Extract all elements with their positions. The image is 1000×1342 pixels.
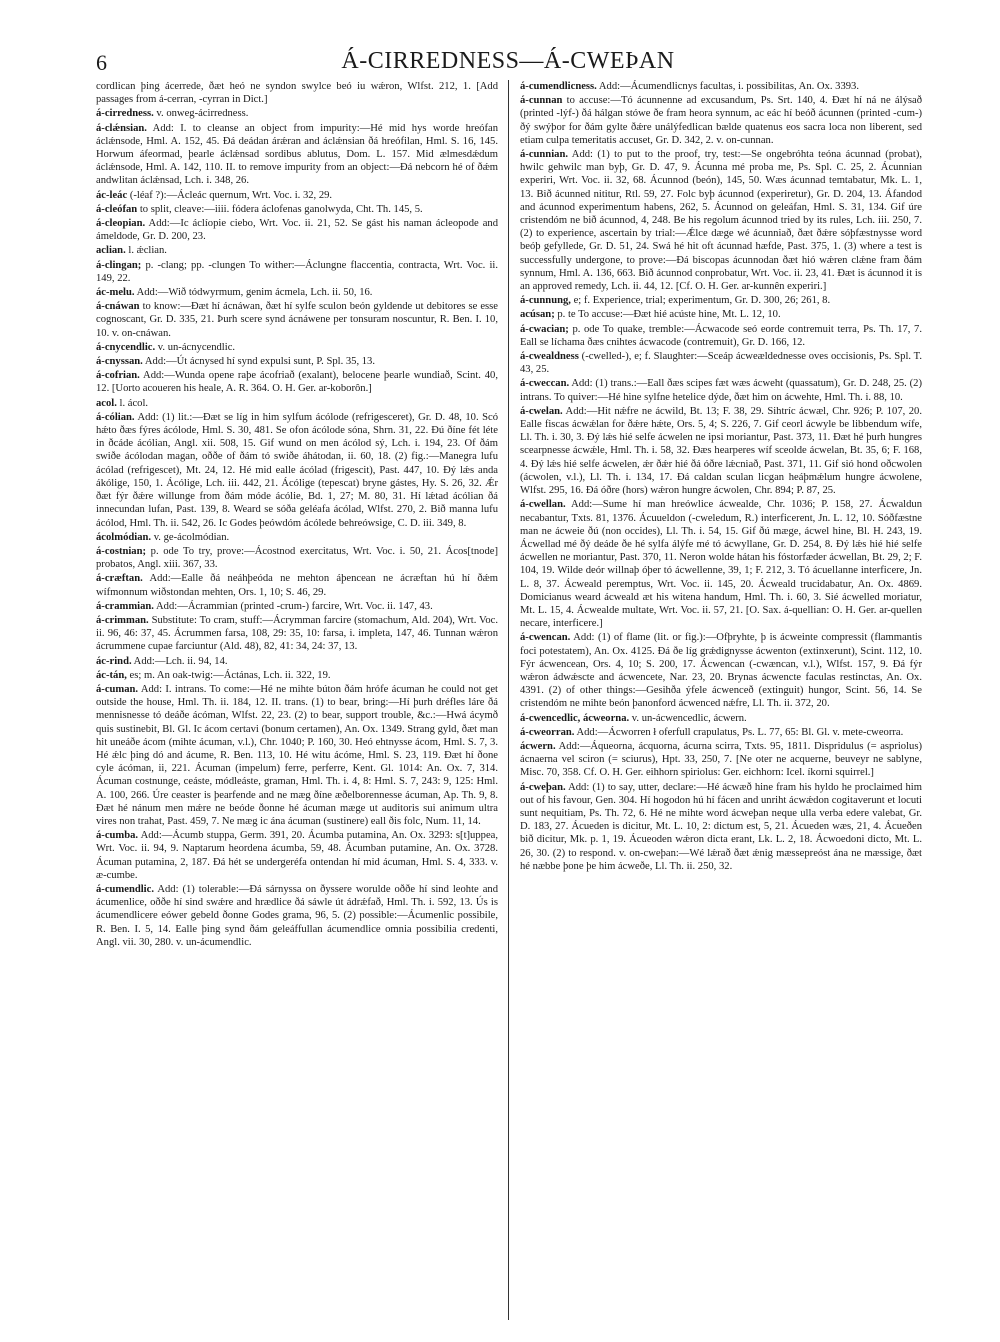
- entry-headword: á-cwealdness: [520, 351, 579, 363]
- entry-text: p. ode To quake, tremble:—Ácwacode seó eorde contremuit terra, Ps. Th. 17, 7. Eall se líchama ðæs cnihtes ácwacode (contremuit), Gr. D. 166, 12.: [520, 323, 922, 348]
- dictionary-entry: [520, 80, 922, 93]
- entry-text: Add:—Áqueorna, ácquorna, ácurna scirra, Txts. 95, 1811. Dispridulus (= aspriolus) ácnaerna vel sciron (= sciurus), Hpt. 33, 250, 7. [Ne oter ne acquerne, beuveyr ne sablyne, Misc. 70, 358. Cf. O. H. Ger. eihhorn spiriolus: Ger. eichhorn: Icel. íkorni squirrel.]: [520, 740, 922, 779]
- entry-text: (-cwelled-), e; f. Slaughter:—Sceáp ácweældednesse oves occisionis, Ps. Spl. T. 43, 25.: [520, 351, 922, 376]
- dictionary-entry: [520, 377, 922, 403]
- entry-text: Add: (1) to say, utter, declare:—Hé ácwæð hine fram his hyldo he proclaimed him out of his favour, Gen. 304. Hí hogodon hú hí fácen and unriht ácwǽdon cogitaverunt et locuti sunt nequitiam, Ps. Th. 72, 6. Hé ne mihte word ácweþan neque ulla verba edere valebat, Gr. D. 183, 27. Ácueden is dicitur, Mt. L. 10, 2: dictum est, 5, 21. Ácueden wæs, 21, 4. Ácueðen bið dicitur, Mk. p. 1, 19. Ácueoden wǽron dicta erant, Lk. L. 2, 18. Ácwoedoni dicto, Mt. L. 26, 30. (2) to respond. v. on-cweþan:—Wé lǽrað ðæt ǽnig mæssepreóst ána ne mæssige, ðæt hé næbbe þone þe him ácweðe, Ll. Th. ii. 250, 32.: [520, 781, 922, 872]
- dictionary-entry: [520, 712, 922, 725]
- entry-text: p. te To accuse:—Ðæt hié acúste hine, Mt. L. 12, 10.: [554, 309, 781, 321]
- entry-text: to split, cleave:—iiii. fódera áclofenas ganolwyda, Cht. Th. 145, 5.: [137, 203, 423, 215]
- dictionary-entry: [96, 397, 498, 410]
- entry-headword: á-cumba.: [96, 830, 139, 842]
- entry-headword: á-clǽnsian.: [96, 122, 147, 134]
- entry-headword: á-cwencedlic, ácweorna.: [520, 712, 630, 724]
- entry-headword: á-cunnian.: [520, 149, 568, 161]
- dictionary-entry: [520, 631, 922, 710]
- entry-headword: aclian.: [96, 245, 126, 257]
- entry-text: Add:—Ealle ðá neáhþeóda ne mehton áþencean ne ácræftan hú hí ðǽm wífmonnum wiðstondan mehten, Ors. 1, 10; S. 46, 29.: [96, 573, 498, 598]
- entry-text: Add: (1) of flame (lit. or fig.):—Ofþryhte, þ is ácweinte compressit (flammantis foci potestatem), An. Ox. 4125. Ðá ðe líg grǽdignysse ácwenton (extinxerunt), Scint. 112, 10. Fýr ácwencean, Ors. 4, 10; S. 200, 17. Ácwencan (-cwæncan, v.l.), Wlfst. 157, 9. Ðá fýr wǽron ádwǽscte and ácwencete, Nar. 23, 20. Brynas ácwencte faculas restinctas, An. Ox. 4391. (2) of other things:—Gesihða ýfele ácwenceð (extinguit) hungor, Scint. 56, 14. Se cristendóm ne mihte beón þanonford ácwenced nǽfre, Ll. Th. ii. 372, 20.: [520, 632, 922, 710]
- entry-headword: ácolmódian.: [96, 531, 152, 543]
- two-column-body: [96, 80, 920, 1320]
- dictionary-entry: [96, 286, 498, 299]
- entry-headword: á-cnycendlic.: [96, 341, 156, 353]
- dictionary-entry: [96, 369, 498, 395]
- entry-text: to accuse:—Tó ácunnenne ad excusandum, Ps. Srt. 140, 4. Ðæt hí ná ne álýsað (printed -lýf-) ðá hálgan stówe ðe fram heora synnum, ac eác hí beóð ácunnen (printed -cum-) ðý swýþor for ðám gylte ðǽre unálýfedlican bælde quatenus eos sacra loca non liberent, sed etiam culpa temeritatis accuset, Gr. D. 342, 2. v. on-cunnan.: [520, 95, 922, 146]
- entry-headword: á-cwacian;: [520, 323, 569, 335]
- entry-text: Add:—Ic áclíopie ciebo, Wrt. Voc. ii. 21, 52. Se gást his naman ácleopode and ámeldode, Gr. D. 200, 23.: [96, 218, 498, 243]
- dictionary-entry: [96, 355, 498, 368]
- entry-headword: á-cólian.: [96, 411, 135, 423]
- entry-headword: á-cræftan.: [96, 573, 143, 585]
- entry-text: Add: I. to cleanse an object from impurity:—Hé mid hys worde hreófan áclǽnsode, Hml. A. 152, 45. Ðá deádan árǽran and áclǽnsian ðá hreófilan, Hml. S. 16, 145. Horwum áfeormad, þearle áclǽnsad sordibus ablutus, Dom. L. 157. Mid ælmesdǽdum áclǽnsode, Hml. A. 142, 110. II. to remove impurity from an object:—Ðá nebcorn hé of ðǽm andwlitan áclǽnsad, Lch. i. 348, 26.: [96, 122, 498, 187]
- dictionary-entry: [520, 781, 922, 873]
- entry-text: e; f. Experience, trial; experimentum, Gr. D. 300, 26; 261, 8.: [570, 295, 831, 307]
- entry-headword: á-cumendlic.: [96, 883, 154, 895]
- entry-headword: á-costnian;: [96, 545, 147, 557]
- entry-headword: á-cweþan.: [520, 781, 566, 793]
- entry-headword: ác-rind.: [96, 655, 132, 667]
- entry-text: l. ácol.: [116, 397, 149, 409]
- right-column: [520, 80, 922, 1320]
- dictionary-entry: [96, 683, 498, 828]
- dictionary-entry: [520, 323, 922, 349]
- entry-text: cordlican þing ácerrede, ðæt heó ne syndon swylce beó iu wǽron, Wlfst. 212, 1. [Add passages from á-cerran, -cyrran in Dict.]: [96, 81, 498, 106]
- entry-headword: acúsan;: [520, 309, 555, 321]
- dictionary-entry: [96, 244, 498, 257]
- dictionary-entry: [96, 614, 498, 654]
- dictionary-entry: [96, 107, 498, 120]
- entry-text: v. onweg-ácirredness.: [153, 108, 249, 120]
- entry-text: v. un-ácnycendlic.: [155, 341, 236, 353]
- dictionary-entry: [96, 545, 498, 571]
- entry-text: Add: (1) trans.:—Eall ðæs scipes fæt wæs ácweht (quassatum), Gr. D. 248, 25. (2) intrans. To quiver:—Hé hine sylfne hetelice dýde, ðæt him on ácwehte, Hml. Th. i. 88, 10.: [520, 378, 922, 403]
- dictionary-entry: [96, 531, 498, 544]
- dictionary-entry: [520, 94, 922, 147]
- entry-headword: á-crammian.: [96, 600, 154, 612]
- entry-headword: á-cweccan.: [520, 378, 570, 390]
- entry-text: Add:—Ácrammian (printed -crum-) farcire, Wrt. Voc. ii. 147, 43.: [153, 600, 433, 612]
- dictionary-entry: [520, 726, 922, 739]
- entry-headword: á-crimman.: [96, 614, 149, 626]
- dictionary-entry: [96, 883, 498, 949]
- dictionary-entry: [96, 122, 498, 188]
- entry-text: Add:—Ácumb stuppa, Germ. 391, 20. Ácumba putamina, An. Ox. 3293: s[t]uppea, Wrt. Voc. ii. 94, 9. Naptarum heordena ácumba, 59, 48. Ácumban putamine, An. Ox. 3728. Ácuman putamina, 2, 187. Ðá hét se undergeréfa ontendan hí mid ácuman, Hml. S. 4, 333. v. æ-cumbe.: [96, 830, 498, 881]
- entry-headword: á-cuman.: [96, 683, 139, 695]
- entry-headword: ác-melu.: [96, 287, 135, 299]
- column-divider: [508, 80, 509, 1320]
- entry-text: Add: I. intrans. To come:—Hé ne mihte búton ðám hrófe ácuman he could not get outside the house, Hml. Th. ii. 184, 12. II. trans. (1) to bear, bring:—Hí þurh dréfles láre ðá mennisnesse tó deáðe ácóman, Wlfst. 22, 23. (2) to bear, support trouble, &c.:—Hwá ácymð quis sustinebit, Bl. Gl. Ic ácom certavi (bonum certamen), An. Ox. 1349. Strang gyld, ðæt man hit uneáðe ácom (mihte ácuman, v.l.), Chr. 1040; P. 160, 30. Heó ehtnysse ácom, Hml. S. 7, 3. Hé ǽlc þing dó and ácume, R. Ben. 113, 10. Hé witu ácóme, Hml. S. 23, 119. Ðæt hí ðone cyle ácóman, ii, 221. Ácuman (impelum) ferre, perferre, Kent. Gl. 1014: An. Ox. 7, 314. Ácuman costnunge, ceáste, módleáste, graman, Hml. Th. i. 4, 8: Hml. S. 7, 243: 9, 125: Hml. A. 100, 266. Úre ceaster is þearfende and ne mæg ðíne æðelborennesse ácuman, Ap. Th. 9, 8. Ðæt hé nánum men mǽre ne beóde ðonne hé ácuman mæge ut auditoris sui animum ultra vires non trahat, Past. 459, 7. Ne mæg ic ána ácuman (sustinere) eall ðis folc, Num. 11, 14.: [96, 683, 498, 827]
- dictionary-entry: [520, 148, 922, 293]
- entry-text: v. ge-ácolmódian.: [151, 531, 230, 543]
- entry-text: Add:—Ácumendlicnys facultas, i. possibilitas, An. Ox. 3393.: [596, 81, 859, 92]
- entry-text: v. un-ácwencedlic, ácwern.: [629, 712, 747, 724]
- entry-headword: ác-leác: [96, 189, 128, 201]
- dictionary-entry: [520, 405, 922, 497]
- entry-text: Add:—Út ácnysed hí synd expulsi sunt, P. Spl. 35, 13.: [142, 356, 375, 368]
- page-number: 6: [96, 50, 107, 75]
- dictionary-entry: [520, 740, 922, 780]
- dictionary-entry: [520, 498, 922, 630]
- entry-headword: acol.: [96, 397, 117, 409]
- dictionary-entry: [96, 572, 498, 598]
- dictionary-entry: [96, 217, 498, 243]
- entry-text: l. ǽclian.: [125, 245, 167, 257]
- entry-text: Add:—Hit nǽfre ne ácwild, Bt. 13; F. 38, 29. Sihtríc ácwæl, Chr. 926; P. 107, 20. Ealle fiscas ácwǽlan for ðǽre hǽte, Ors. 5, 4; S. 226, 7. Gif ceorl ácwyle be libbendum wífe, Ll. Th. i. 30, 3. Ðý lǽs hié selfe ácwelen ne ipsi moriantur, Past. 373, 11. Ðæt hé þurh hungres scearpnesse ácwǽle, Hml. Th. i. 58, 32. Ðæs hearperes wíf sceolde ácwelan, Bt. 35, 6; F. 168, 4. Ðý lǽs hié selfe ácwelen, ǽr ðǽr hié ðá óðre lǽcniað, Past. 371, 11. Gif sió hond oðcwolen (ácwolen, v.l.), Ll. Th. i. 134, 17. Ðá caldan sculan licgan heáþmǽlum hungre ácwolene, Wlfst. 295, 16. Ðá óðre (hors) wǽron hungre ácwolen, Chr. 894; P. 87, 25.: [520, 405, 922, 497]
- entry-text: to know:—Ðæt hí ácnáwan, ðæt hí sylfe sculon beón gyldende ut debitores se esse cognoscant, Gr. D. 335, 21. Þurh scere synd ácnáwene per tonsuram noscuntur, R. Ben. I. 10, 10. v. on-cnáwan.: [96, 301, 498, 339]
- dictionary-entry: [96, 203, 498, 216]
- entry-headword: á-cleófan: [96, 203, 138, 215]
- dictionary-entry: [96, 655, 498, 668]
- dictionary-entry: [520, 350, 922, 376]
- entry-headword: á-cnáwan: [96, 301, 140, 313]
- entry-text: p. -clang; pp. -clungen To wither:—Áclungne flaccentia, contracta, Wrt. Voc. ii. 149, 22.: [96, 259, 498, 284]
- dictionary-entry: [96, 259, 498, 285]
- entry-headword: á-cunnung,: [520, 295, 571, 307]
- dictionary-entry: [96, 411, 498, 530]
- entry-text: Add: (1) to put to the proof, try, test:—Se ongebróhta teóna ácunnad (probat), hwilc gehwilc man byþ, Gr. D. 47, 9. Ácunna mé proba me, Ps. Spl. C. 25, 2. Ácunnian experiri, Wrt. Voc. ii. 32, 68. Ácunnod (beón), 145, 50. Wæs ácunnad temtabatur, Mk. L. 1, 13. Bið ácunned nititur, Rtl. 59, 27. Folc byþ ácunnod (experiretur), Gr. D. 204, 13. Áfandod and ácunnod experimentum habens, 262, 5. Ácunnod on geleáfan, Hml. S. 31, 134. Gif úre cristendóm ne bið ácunnod, 4, 248. Be his regolum ácunnod tried by its rules, Lch. iii. 250, 7. (2) to experience, ascertain by trial:—Ǽlce dæge wé ácunniað, ðæt ðǽre sóþfæstnysse word beóþ gefyllede, Gr. D. 51, 24. Swá hé hit oft ácunnad hæfde, Past. 375, 1. (3) where a test is successfully undergone, to prove:—Ðá biscopas ácunnodan ðæt hió wǽren clǽne fram ðám synnum, Hml. A. 136, 663. Bið ácunnod conprobatur, Wrt. Voc. ii. 23, 41. Ðæt is ácunnod it is an approved remedy, Lch. ii. 44, 12. [Cf. O. H. Ger. ar-kunnên experiri.]: [520, 149, 922, 293]
- dictionary-entry: [520, 294, 922, 307]
- entry-headword: á-cumendlicness.: [520, 81, 597, 92]
- entry-headword: á-cweorran.: [520, 726, 575, 738]
- dictionary-entry: [96, 829, 498, 882]
- entry-headword: á-cwencan.: [520, 632, 571, 644]
- dictionary-entry: [96, 669, 498, 682]
- entry-headword: á-cleopian.: [96, 218, 146, 230]
- dictionary-entry: [96, 341, 498, 354]
- left-column: [96, 80, 498, 1320]
- entry-headword: ác-tán,: [96, 669, 127, 681]
- entry-text: Add:—Wunda opene raþe ácofriað (exalant), belocene þearle wundiað, Scint. 40, 12. [Uorto acoueren his heale, A. R. 364. O. H. Ger. ar-koborôn.]: [96, 370, 498, 395]
- dictionary-entry: [96, 80, 498, 106]
- entry-text: es; m. An oak-twig:—Áctánas, Lch. ii. 322, 19.: [126, 669, 331, 681]
- dictionary-entry: [96, 300, 498, 340]
- entry-headword: á-cofrian.: [96, 370, 140, 382]
- dictionary-entry: [96, 600, 498, 613]
- entry-headword: á-cwellan.: [520, 499, 566, 511]
- entry-text: Substitute: To cram, stuff:—Ácrymman farcire (stomachum, Ald. 204), Wrt. Voc. ii. 96, 46: 37, 45. Ácrummen farsa, 108, 29: 35, 10: farsa, i. impleta, 147, 46. Tunnan wǽron ácrummene cupae farciuntur (Ald. 48), 82, 41: 34, 24: 37, 13.: [96, 614, 498, 653]
- entry-headword: á-cirredness.: [96, 108, 154, 120]
- entry-headword: á-cnyssan.: [96, 356, 143, 368]
- entry-text: Add: (1) lit.:—Ðæt se líg in him sylfum ácólode (refrigesceret), Gr. D. 48, 10. Scó hǽto ðæs fýres ácólode, Hml. S. 30, 481. Se ofon ácólode sóna, Shrn. 31, 22. Ðú ðíne fét léte in ðcáde ácólian, Angl. xii. 508, 15. Gif wund on men ácólod sý, Lch. i. 194, 23. Of ðám swiðe ácólodan magan, oððe of ðám tó swiðe áhátodan, ii. 60, 18. (2) fig.:—Manegra lufu ácólad (refrigescet), Mt. 24, 12. Hé mid ealle ácólad (frigescit), Past. 447, 10. Ðý lǽs anda ákólige, 150, 1. Ácólige, Lch. iii. 442, 21. Ácólige (tepescat) bryne gástes, Hy. S. 26, 32. Ǽr ðæt fýr ðǽre willunge from ðám móde ácólie, Bd. 1, 27; M. 80, 31. Hí lǽtad ácólian ðá innecundan lufan, Past. 139, 8. Weard se sóða geléafa ácólad, Wlfst. 270, 2. Bið manna lufu ácólod, Hml. Th. ii. 542, 26. Ic Godes þeówdóm ácólede behreówsige, C. D. iii. 349, 8.: [96, 411, 498, 529]
- entry-text: Add:—Lch. ii. 94, 14.: [131, 655, 228, 667]
- entry-headword: á-cwelan.: [520, 405, 563, 417]
- entry-text: Add: (1) tolerable:—Ðá sárnyssa on ðyssere worulde oððe hí sind leohte and ácumenlice, oððe hí sind swǽre and hrædlice ðá sáwle út ádrǽfað, Hml. Th. i. 592, 13. Ús is ácumendlicere eówer gebeld ðonne Godes grama, 96, 5. (2) possible:—Ácumenlic possibile, R. Ben. I. 5, 14. Ealle þing synd ðám geleáffullan ácumendlice omnia possibilia credenti, Angl. vii. 30, 280. v. un-ácumendlic.: [96, 883, 498, 948]
- entry-text: (-léaf ?):—Áclеác quernum, Wrt. Voc. i. 32, 29.: [127, 189, 333, 201]
- entry-headword: á-clingan;: [96, 259, 142, 271]
- dictionary-entry: [520, 308, 922, 321]
- page-header: [96, 44, 920, 84]
- running-head: Á-CIRREDNESS—Á-CWEÞAN: [341, 48, 675, 74]
- entry-text: Add:—Wið tódwyrmum, genim ácmela, Lch. ii. 50, 16.: [134, 287, 373, 299]
- entry-text: Add:—Sume hí man hreówlice ácwealde, Chr. 1036; P. 158, 27. Ácwaldun necabantur, Txts. 81, 1376. Ácuueldon (-cweledum, R.) interficerent, Jn. L. 12, 10. Sóðfæstne man ne ácweie ðú (non occides), Ll. Th. i. 54, 15. Gif ðú mæge, ácwel hine, Bl. H. 243, 19. Ácwellad mé ðý deáde ðe hé sylfa álýfe mé tó ácwyllane, Gr. D. 254, 8. Ðý lǽs hié hié selfe ácwellen ne moriantur, Past. 370, 11. Neron wolde hátan his fóstorfæder ácwellan, Bt. 29, 2; F. 104, 19. Wilde deór willnaþ óþer tó ácwellenne, 39, 1; F. 212, 3. Tó ácuellanne interficere, Jn. L. 8, 37. Ácweald peremptus, Wrt. Voc. ii. 145, 20. Ácweald trucidabatur, An. Ox. 4869. Domicianus weard ácweald æt his witena handum, Hml. Th. i. 60, 3. Sié ácwelled moriatur, Mt. L. 15, 4. Ácwealde multate, Wrt. Voc. ii. 57, 21. [O. Sax. á-quellian: O. H. Ger. ar-quellen necare, interficere.]: [520, 499, 922, 630]
- entry-headword: á-cunnan: [520, 95, 563, 107]
- entry-headword: ácwern.: [520, 740, 556, 752]
- entry-text: p. ode To try, prove:—Ácostnod exercitatus, Wrt. Voc. i. 50, 21. Ácos[tnode] probatos, Angl. xiii. 367, 33.: [96, 545, 498, 571]
- dictionary-entry: [96, 189, 498, 202]
- entry-text: Add:—Ácworren ł oferfull crapulatus, Ps. L. 77, 65: Bl. Gl. v. mete-cweorra.: [574, 726, 904, 738]
